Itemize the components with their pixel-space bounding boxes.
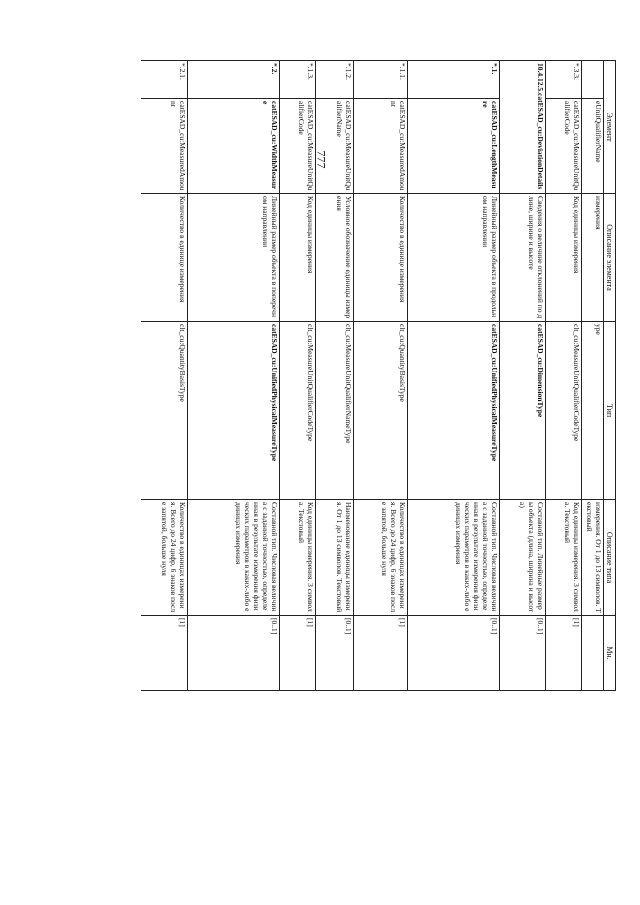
row-description: Сведения о величине отклонений по длине, ширине и высоте xyxy=(499,194,545,322)
row-mn: [1] xyxy=(545,616,581,691)
header-mn: Мн. xyxy=(603,616,615,691)
rotated-table-sheet xyxy=(96,60,616,690)
row-type-description: измерения. От 1 до 13 символов. Текстовый xyxy=(581,500,603,616)
row-element-name-text: catESAD_cu:DeviationDetails xyxy=(535,93,545,190)
row-type: catESAD_cu:UnifiedPhysicalMeasureType xyxy=(407,322,499,500)
row-mn: [0..1] xyxy=(315,616,353,691)
row-number xyxy=(581,61,603,99)
row-type-description: Наименование единицы измерения. От 1 до 13 символов. Текстовый xyxy=(315,500,353,616)
row-description: измерения xyxy=(581,194,603,322)
row-type: clt_cu:QuantityBasisType xyxy=(353,322,407,500)
table-row xyxy=(141,61,187,691)
row-element-name: catESAD_cu:MeasureUnitQualifierName xyxy=(315,99,353,194)
table-row xyxy=(353,61,407,691)
row-description: Условное обозначение единицы измерения xyxy=(315,194,353,322)
row-type: catESAD_cu:UnifiedPhysicalMeasureType xyxy=(187,322,279,500)
row-description: Линейный размер объекта в продольном направлении xyxy=(407,194,499,322)
row-type-description: Составной тип. Линейные размеры объекта (длина, ширина и высота) xyxy=(499,500,545,616)
row-mn: [1] xyxy=(279,616,315,691)
row-number: *.3.3. xyxy=(545,61,581,99)
row-type-description: Код единицы измерения. 3 символа. Текстовый xyxy=(279,500,315,616)
row-description: Код единицы измерения xyxy=(279,194,315,322)
row-number: *.1.1. xyxy=(353,61,407,99)
row-element-name: eUnitQualifierName xyxy=(581,99,603,194)
row-number: *.1.2. xyxy=(315,61,353,99)
row-type-description: Составной тип. Числовая величина с заданной точностью, определенная в результате измерения физических параметров в каких-либо единицах измерения xyxy=(187,500,279,616)
row-mn: [1] xyxy=(353,616,407,691)
row-description: Код единицы измерения xyxy=(545,194,581,322)
row-mn xyxy=(581,616,603,691)
row-mn: [0..1] xyxy=(187,616,279,691)
table-row xyxy=(407,61,499,691)
row-type-description: Составной тип. Числовая величина с заданной точностью, определенная в результате измерения физических параметров в каких-либо единицах измерения xyxy=(407,500,499,616)
row-number: 10.4.12.5. xyxy=(535,63,545,93)
header-type: Тип xyxy=(603,322,615,500)
row-type: clt_cu:MeasureUnitQualifierCodeType xyxy=(279,322,315,500)
row-element-name: catESAD_cu:MeasuredAmount xyxy=(353,99,407,194)
row-mn: [1] xyxy=(141,616,187,691)
table-row xyxy=(187,61,279,691)
row-element-name: catESAD_cu:LengthMeasure xyxy=(407,99,499,194)
row-element-name: catESAD_cu:MeasureUnitQualifierCode xyxy=(279,99,315,194)
table-row xyxy=(279,61,315,691)
row-element-name: catESAD_cu:MeasuredAmount xyxy=(141,99,187,194)
table-row xyxy=(545,61,581,691)
row-type: clt_cu:MeasureUnitQualifierCodeType xyxy=(545,322,581,500)
row-number: *.2.1. xyxy=(141,61,187,99)
header-description: Описание элемента xyxy=(603,194,615,322)
header-element: Элемент xyxy=(603,61,615,194)
row-type: clt_cu:MeasureUnitQualifierNameType xyxy=(315,322,353,500)
row-type-description: Код единицы измерения. 3 символа. Текстовый xyxy=(545,500,581,616)
row-type: ype xyxy=(581,322,603,500)
row-number: *.1. xyxy=(407,61,499,99)
row-element-name: catESAD_cu:MeasureUnitQualifierCode xyxy=(545,99,581,194)
header-type-description: Описание типа xyxy=(603,500,615,616)
row-element-name xyxy=(499,61,545,194)
row-type: clt_cu:QuantityBasisType xyxy=(141,322,187,500)
table-row xyxy=(315,61,353,691)
row-mn: [0..1] xyxy=(407,616,499,691)
table-row xyxy=(499,61,545,691)
table-header-row xyxy=(603,61,615,691)
row-type: catESAD_cu:DimensionType xyxy=(499,322,545,500)
row-type-description: Количество в единицах измерения. Всего до 24 цифр, 6 знаков после запятой, больше нуля xyxy=(353,500,407,616)
row-mn: [0..1] xyxy=(499,616,545,691)
schema-table xyxy=(141,60,616,691)
row-type-description: Количество в единицах измерения. Всего до 24 цифр, 6 знаков после запятой, больше нуля xyxy=(141,500,187,616)
page-number: 777 xyxy=(314,150,329,169)
row-description: Линейный размер объекта в поперечном направлении xyxy=(187,194,279,322)
row-element-name: catESAD_cu:WidthMeasure xyxy=(187,99,279,194)
row-description: Количество в единице измерения xyxy=(141,194,187,322)
row-description: Количество в единице измерения xyxy=(353,194,407,322)
table-row xyxy=(581,61,603,691)
row-number: *.2. xyxy=(187,61,279,99)
row-number: *.1.3. xyxy=(279,61,315,99)
